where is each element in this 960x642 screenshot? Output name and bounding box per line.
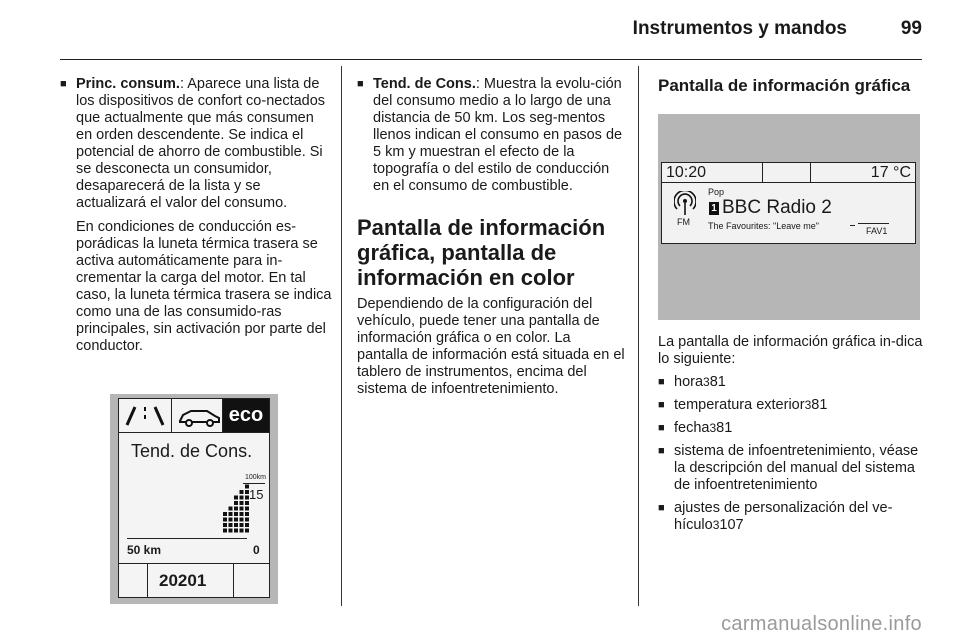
column-divider-2 xyxy=(638,66,639,606)
page-ref-number[interactable]: 81 xyxy=(716,420,733,436)
eco-bar-segment xyxy=(234,523,238,527)
radio-favourite: FAV1 xyxy=(858,223,889,236)
column-3-list xyxy=(658,334,923,534)
radio-display-illustration xyxy=(658,114,920,320)
eco-display-illustration xyxy=(110,394,278,604)
eco-bar-segment xyxy=(240,496,244,500)
eco-bar-segment xyxy=(223,512,227,516)
paragraph-info-display: Dependiendo de la configuración del vehículo, puede tener una pantalla de información gráfica o en color. La pantalla de información está situada en el tablero de instrumentos, encima del sistema de infoentretenimiento. xyxy=(357,296,625,397)
eco-odometer: 20201 xyxy=(159,571,207,590)
radio-top-sep-2 xyxy=(810,163,811,183)
page-ref-symbol: 3 xyxy=(709,421,717,435)
list-item xyxy=(658,374,923,391)
radio-temperature: 17 °C xyxy=(870,164,911,181)
eco-bar-segment xyxy=(223,529,227,533)
eco-screen xyxy=(118,398,270,598)
eco-footer xyxy=(119,563,269,597)
radio-station: BBC Radio 2 xyxy=(722,197,832,218)
eco-bar-segment xyxy=(234,496,238,500)
eco-consumption-bars xyxy=(221,484,251,538)
eco-bar-segment xyxy=(240,529,244,533)
eco-bar-segment xyxy=(240,512,244,516)
radio-text: The Favourites: "Leave me" xyxy=(708,221,819,231)
eco-bar-segment xyxy=(229,507,233,511)
column-divider-1 xyxy=(341,66,342,606)
radio-band: FM xyxy=(677,217,690,227)
eco-zero-label: 0 xyxy=(253,543,260,557)
list-intro: La pantalla de información gráfica in-dica lo siguiente: xyxy=(658,334,923,367)
radio-antenna-icon xyxy=(674,191,696,217)
eco-top-sep-1 xyxy=(171,399,172,433)
eco-bar-segment xyxy=(234,507,238,511)
list-item xyxy=(658,397,923,414)
header-title: Instrumentos y mandos xyxy=(632,18,847,39)
car-icon xyxy=(177,407,221,427)
page-number: 99 xyxy=(900,18,922,39)
header-rule xyxy=(60,59,922,60)
page-ref-number[interactable]: 107 xyxy=(719,517,744,533)
column-3 xyxy=(658,76,923,96)
eco-bar-segment xyxy=(245,507,249,511)
paragraph-rear-window: En condiciones de conducción es-porádicas la luneta térmica trasera se activa automáticamente para in-crementar la carga del motor. En tal caso, la luneta térmica trasera se indica como una de las consumido-ras principales, sin activación por parte del conductor. xyxy=(76,219,332,354)
eco-bar-segment xyxy=(245,490,249,494)
bullet-text: : Muestra la evolu-ción del consumo medio a lo largo de una distancia de 50 km. Los seg-mentos llenos indican el consumo en pasos de 5 km y muestran el efecto de la topografía o del estilo de conducción en el consumo de combustible. xyxy=(373,76,623,194)
radio-genre: Pop xyxy=(708,187,725,197)
bullet-princ-consum xyxy=(60,76,332,212)
eco-bar-segment xyxy=(229,529,233,533)
column-2 xyxy=(357,76,625,398)
eco-bar-segment xyxy=(229,518,233,522)
eco-bar-segment xyxy=(234,518,238,522)
eco-bar-segment xyxy=(245,523,249,527)
list-item xyxy=(658,420,923,437)
watermark: carmanualsonline.info xyxy=(721,613,922,635)
radio-top-sep-1 xyxy=(762,163,763,183)
eco-bar-segment xyxy=(234,529,238,533)
list-item xyxy=(658,443,923,494)
eco-bar-segment xyxy=(245,485,249,489)
page-ref-number[interactable]: 81 xyxy=(709,374,726,390)
radio-time: 10:20 xyxy=(666,164,707,181)
list-item-text: hora xyxy=(674,374,704,390)
bullet-text: : Aparece una lista de los dispositivos de confort co-nectados que actualmente que más consumen en orden descendente. Se indica el potencial de ahorro de combustible. Si se desconecta un consumidor, desaparecerá de la lista y se actualizará el valor del consumo. xyxy=(76,76,326,211)
radio-screen xyxy=(661,162,916,244)
eco-distance-label: 50 km xyxy=(127,543,162,557)
info-list xyxy=(658,374,923,534)
bullet-term: Princ. consum. xyxy=(76,76,180,92)
list-item-text: sistema de infoentretenimiento, véase la descripción del manual del sistema de infoentretenimiento xyxy=(674,443,919,493)
column-1 xyxy=(60,76,332,355)
eco-bar-segment xyxy=(245,518,249,522)
eco-bar-segment xyxy=(240,490,244,494)
eco-bar-segment xyxy=(245,512,249,516)
radio-top-bar xyxy=(662,163,915,183)
list-item xyxy=(658,500,923,534)
radio-preset-number: 1 xyxy=(709,202,719,215)
radio-fav-dash xyxy=(850,225,855,226)
bullet-term: Tend. de Cons. xyxy=(373,76,476,92)
eco-footer-sep-1 xyxy=(147,564,148,598)
eco-bar-segment xyxy=(240,501,244,505)
page-ref-number[interactable]: 81 xyxy=(811,397,828,413)
eco-bar-segment xyxy=(229,512,233,516)
page-ref-symbol: 3 xyxy=(703,375,710,389)
eco-bar-segment xyxy=(240,507,244,511)
eco-top-bar xyxy=(119,399,269,433)
bullet-tend-cons xyxy=(357,76,625,195)
page-ref-symbol: 3 xyxy=(804,398,812,412)
eco-bar-segment xyxy=(234,512,238,516)
list-item-text: fecha xyxy=(674,420,710,436)
eco-bar-segment xyxy=(245,529,249,533)
list-item-text: ajustes de personalización del ve-hículo xyxy=(674,500,893,533)
road-icon xyxy=(123,403,169,429)
section-heading: Pantalla de información gráfica, pantalla de información en color xyxy=(357,215,606,290)
eco-baseline xyxy=(127,538,247,539)
eco-scale-max: 15 xyxy=(249,487,264,502)
eco-bar-segment xyxy=(223,518,227,522)
eco-bar-segment xyxy=(234,501,238,505)
eco-unit: 100km xyxy=(245,474,267,481)
eco-bar-segment xyxy=(240,523,244,527)
subsection-heading: Pantalla de información gráfica xyxy=(658,76,911,95)
eco-badge: eco xyxy=(223,399,269,432)
eco-bar-segment xyxy=(245,501,249,505)
eco-title: Tend. de Cons. xyxy=(131,441,253,461)
list-item-text: temperatura exterior xyxy=(674,397,805,413)
eco-bar-segment xyxy=(245,496,249,500)
eco-bar-segment xyxy=(240,518,244,522)
eco-footer-sep-2 xyxy=(233,564,234,598)
eco-bar-segment xyxy=(229,523,233,527)
eco-bar-segment xyxy=(223,523,227,527)
page-ref-symbol: 3 xyxy=(712,518,720,532)
